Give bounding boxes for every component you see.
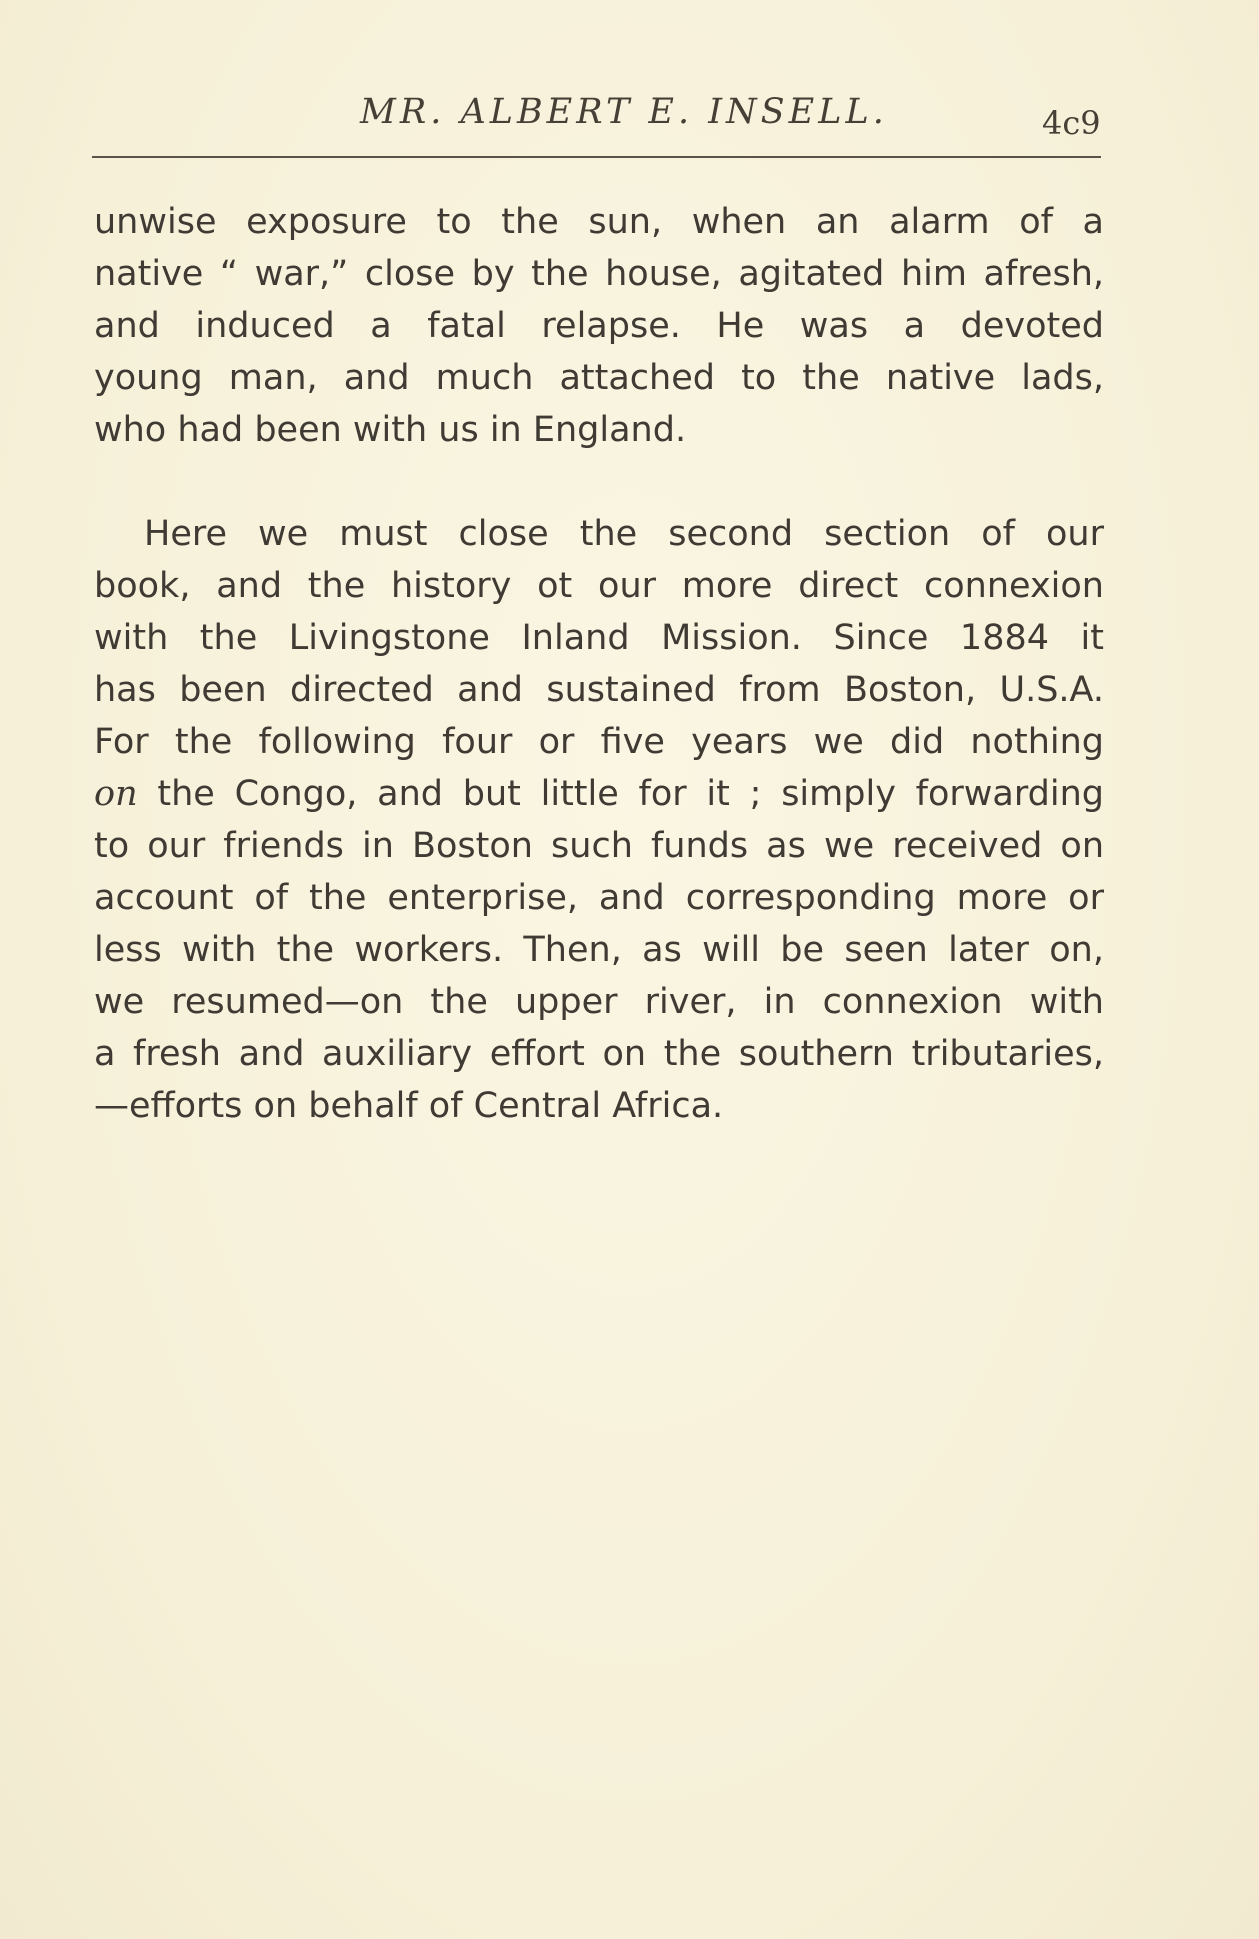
text-line: and induced a fatal relapse. He was a devoted (94, 306, 1104, 346)
text-line: with the Livingstone Inland Mission. Since 1884 it (94, 618, 1104, 658)
paragraph-2 (94, 508, 1104, 1132)
text-line-rest: the Congo, and but little for it ; simply forwarding (157, 774, 1104, 814)
text-line: a fresh and auxiliary effort on the southern tributaries, (94, 1034, 1104, 1074)
text-line: native “ war,” close by the house, agitated him afresh, (94, 254, 1104, 294)
text-line: we resumed—on the upper river, in connexion with (94, 982, 1104, 1022)
text-line: account of the enterprise, and corresponding more or (94, 878, 1104, 918)
page-number: 4c9 (1042, 104, 1101, 142)
text-line: has been directed and sustained from Boston, U.S.A. (94, 670, 1104, 710)
text-line: less with the workers. Then, as will be seen later on, (94, 930, 1104, 970)
text-line: young man, and much attached to the native lads, (94, 358, 1104, 398)
text-line: book, and the history ot our more direct connexion (94, 566, 1104, 606)
text-line: unwise exposure to the sun, when an alarm of a (94, 202, 1104, 242)
italic-word: on (94, 774, 138, 814)
text-line: —efforts on behalf of Central Africa. (94, 1086, 724, 1126)
text-line: Here we must close the second section of our (144, 514, 1104, 554)
running-head: MR. ALBERT E. INSELL. (360, 92, 888, 132)
header-rule (92, 156, 1101, 158)
text-line-with-italic (94, 768, 1104, 820)
text-line: who had been with us in England. (94, 410, 687, 450)
text-line: to our friends in Boston such funds as we received on (94, 826, 1104, 866)
text-line: For the following four or five years we did nothing (94, 722, 1104, 762)
paragraph-1 (94, 196, 1104, 456)
